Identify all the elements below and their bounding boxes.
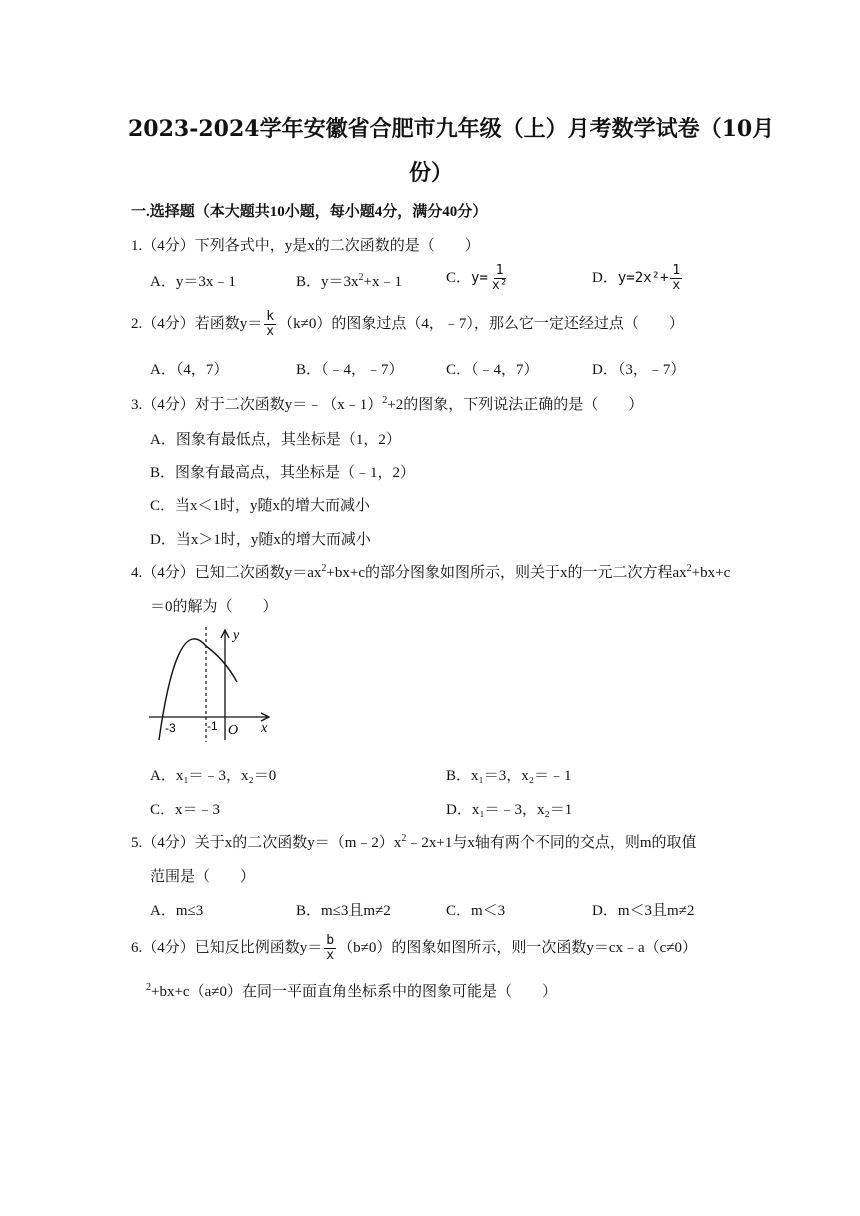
- question-2-stem: 2.（4分）若函数y＝ $\frac{k}{x}$ （k≠0）的图象过点（4，﹣7），那么它一定还经过点（ ）: [131, 309, 684, 339]
- parabola-graph: [145, 622, 280, 744]
- question-6-stem-line1: 6.（4分）已知反比例函数y＝ $\frac{b}{x}$ （b≠0）的图象如图所示，则一次函数y＝cx﹣a（c≠0）: [131, 933, 698, 963]
- question-5-option-d: D．m＜3且m≠2: [592, 903, 695, 919]
- question-5-option-b: B．m≤3且m≠2: [296, 903, 391, 919]
- question-5-option-c: C．m＜3: [446, 903, 506, 919]
- question-1-option-b: B．$y=3x^2+x﹣1$: [296, 272, 402, 290]
- question-6-stem-line2: $^2$+bx+c（a≠0）在同一平面直角坐标系中的图象可能是（ ）: [146, 982, 557, 1000]
- question-4-option-b: B．x₁＝3，x₂＝﹣1: [446, 768, 572, 784]
- question-1-option-c: C．y= $\frac{1}{\text{x²}}$: [446, 263, 508, 293]
- tick-label-neg1: -1: [207, 719, 218, 733]
- question-5-stem-line2: 范围是（ ）: [150, 869, 256, 885]
- question-4-option-c: C．x＝﹣3: [150, 802, 221, 818]
- question-1-stem: 1.（4分）下列各式中，y是x的二次函数的是（ ）: [131, 238, 480, 254]
- question-3-option-b: B．图象有最高点，其坐标是（﹣1，2）: [150, 465, 416, 481]
- question-3-stem: 3.（4分）对于二次函数y＝﹣（x﹣1）$^2$+2的图象，下列说法正确的是（ ）: [131, 395, 644, 413]
- question-5-stem-line1: 5.（4分）关于x的二次函数$y=(m﹣2)x^2﹣2x+1$与x轴有两个不同的交点，则m的取值: [131, 833, 697, 851]
- question-3-option-a: A．图象有最低点，其坐标是（1，2）: [150, 432, 401, 448]
- question-4-stem-line2: ＝0的解为（ ）: [150, 599, 278, 615]
- question-4-stem-line1: 4.（4分）已知二次函数$y=ax^2+bx+c$的部分图象如图所示，则关于x的一元二次方程$ax^2+bx+c$: [131, 563, 731, 581]
- y-axis-label: y: [233, 628, 240, 643]
- question-2-option-d: D．（3，﹣7）: [592, 362, 686, 378]
- question-3-option-c: C．当x＜1时，y随x的增大而减小: [150, 498, 371, 514]
- question-2-option-c: C．（﹣4，7）: [446, 362, 539, 378]
- section-heading: 一.选择题（本大题共10小题，每小题4分，满分40分）: [131, 204, 488, 220]
- question-2-option-a: A．（4，7）: [150, 362, 229, 378]
- tick-label-neg3: -3: [165, 721, 176, 735]
- question-2-option-b: B．（﹣4，﹣7）: [296, 362, 404, 378]
- page-title-line2: 份）: [409, 160, 454, 186]
- question-1-option-a: A．y＝3x﹣1: [150, 274, 236, 290]
- question-1-option-d: D．y=2x²+ $\frac{1}{x}$: [592, 263, 681, 293]
- origin-label: O: [228, 723, 239, 738]
- page-title-line1: 2023-2024学年安徽省合肥市九年级（上）月考数学试卷（10月: [128, 116, 775, 142]
- question-4-option-d: D．x₁＝﹣3，x₂＝1: [446, 802, 573, 818]
- question-4-option-a: A．x₁＝﹣3，x₂＝0: [150, 768, 277, 784]
- x-axis-label: x: [261, 721, 268, 736]
- question-3-option-d: D．当x＞1时，y随x的增大而减小: [150, 532, 371, 548]
- question-5-option-a: A．m≤3: [150, 903, 204, 919]
